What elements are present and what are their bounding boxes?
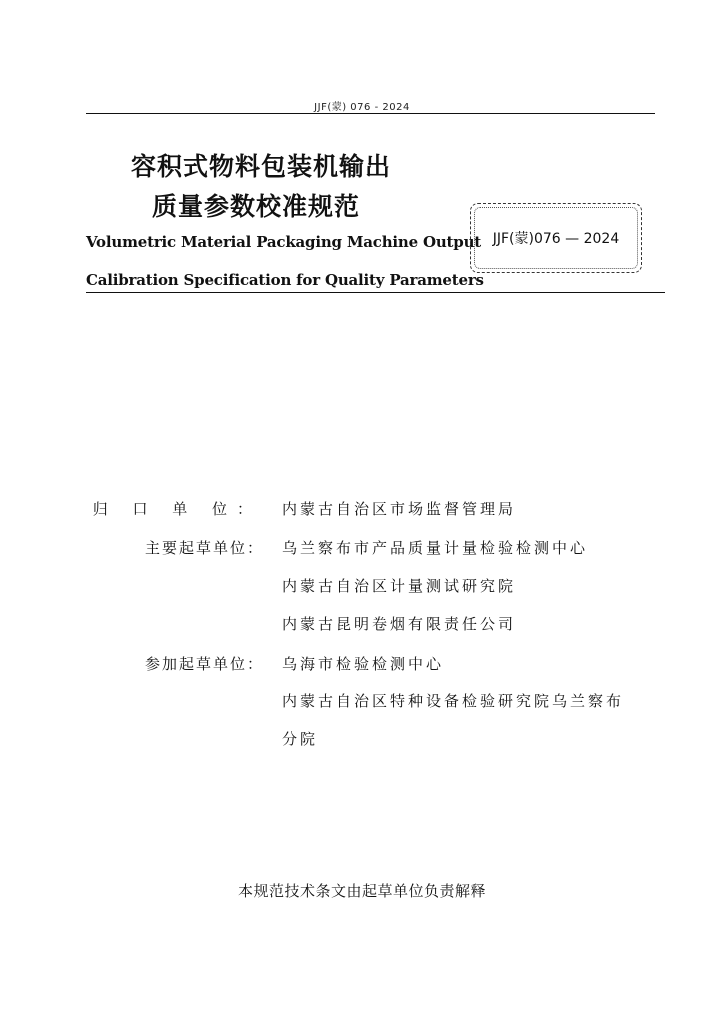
- standard-code-box-text: JJF(蒙)076 — 2024: [492, 231, 620, 247]
- participating-unit-row-2: [0, 690, 724, 714]
- main-drafter-1: 乌兰察布市产品质量计量检验检测中心: [282, 539, 589, 557]
- title-english-line-2: Calibration Specification for Quality Parameters: [86, 271, 484, 289]
- header-standard-code: JJF(蒙) 076 - 2024: [314, 102, 410, 113]
- participating-unit-row: [0, 653, 724, 677]
- participant-1: 乌海市检验检测中心: [282, 655, 445, 673]
- main-drafter-2: 内蒙古自治区计量测试研究院: [282, 577, 517, 595]
- main-drafter-row: [0, 537, 724, 561]
- standard-code-box: [470, 203, 642, 273]
- main-drafter-row-3: [0, 613, 724, 637]
- responsible-unit-value: 内蒙古自治区市场监督管理局: [282, 500, 517, 518]
- header-divider: [86, 113, 655, 114]
- title-english-line-1: Volumetric Material Packaging Machine Output: [86, 233, 482, 251]
- responsible-unit-label: 归 口 单 位：: [92, 500, 262, 518]
- participating-unit-label: 参加起草单位：: [144, 655, 264, 673]
- main-drafter-3: 内蒙古昆明卷烟有限责任公司: [282, 615, 517, 633]
- participating-unit-row-3: [0, 728, 724, 752]
- interpretation-note: 本规范技术条文由起草单位负责解释: [237, 882, 486, 900]
- title-chinese-line-2: 质量参数校准规范: [152, 192, 361, 221]
- participant-3: 分院: [282, 730, 319, 748]
- title-chinese-line-1: 容积式物料包装机输出: [131, 152, 392, 181]
- main-drafter-row-2: [0, 575, 724, 599]
- participant-2: 内蒙古自治区特种设备检验研究院乌兰察布: [282, 692, 625, 710]
- main-drafter-label: 主要起草单位：: [144, 539, 264, 557]
- title-divider: [86, 292, 665, 293]
- responsible-unit-row: [0, 498, 724, 522]
